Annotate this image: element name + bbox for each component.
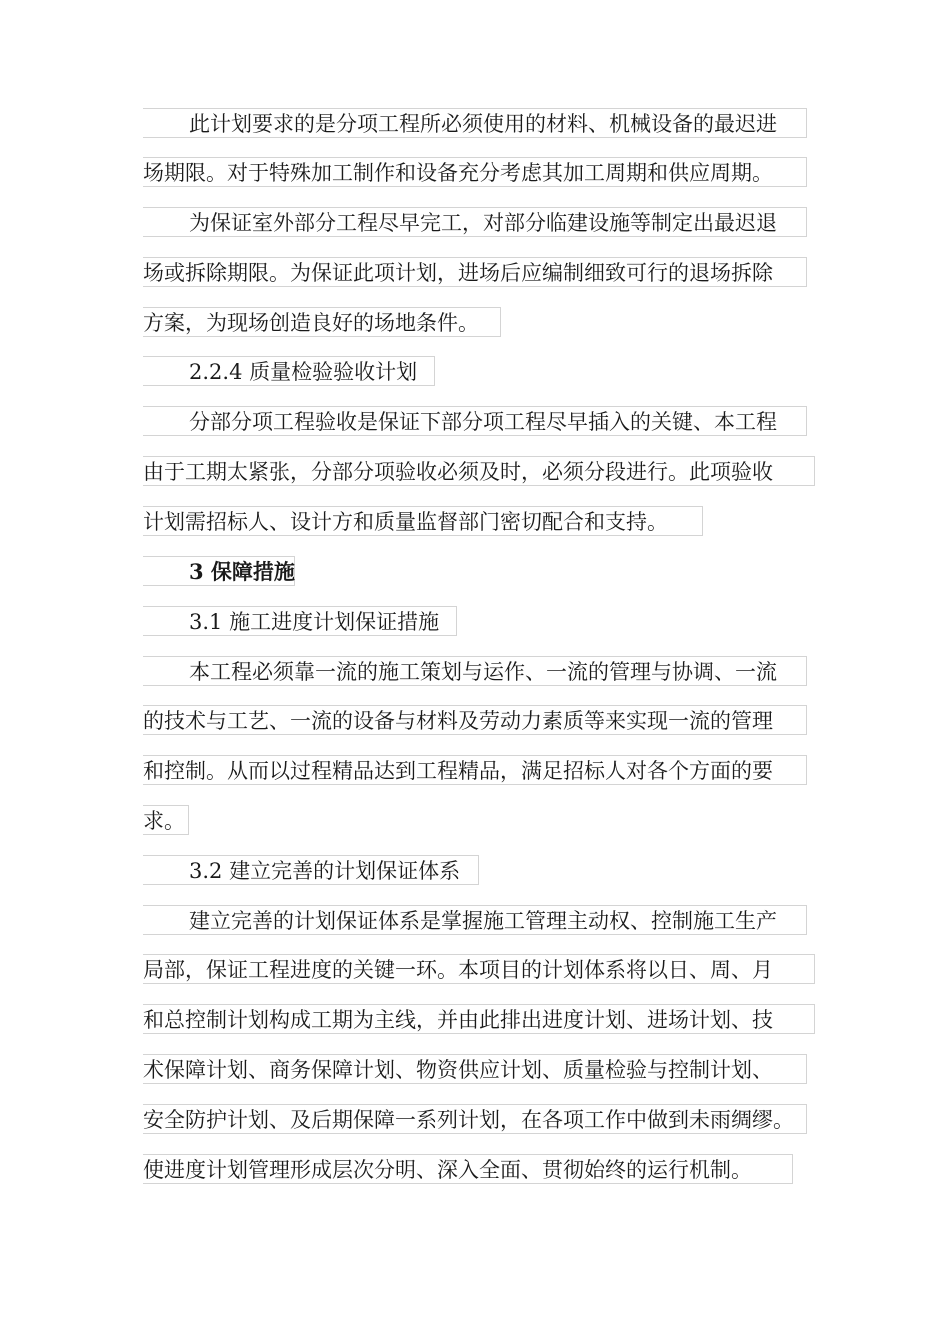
- para-4-line-3: 和控制。从而以过程精品达到工程精品，满足招标人对各个方面的要: [143, 755, 807, 785]
- heading-3-2: 3.2 建立完善的计划保证体系: [143, 855, 479, 885]
- heading-3: 3 保障措施: [143, 556, 295, 586]
- para-1-line-2: 场期限。对于特殊加工制作和设备充分考虑其加工周期和供应周期。: [143, 157, 807, 187]
- para-1-line-1: 此计划要求的是分项工程所必须使用的材料、机械设备的最迟进: [143, 108, 807, 138]
- heading-3-1: 3.1 施工进度计划保证措施: [143, 606, 457, 636]
- para-5-line-2: 局部，保证工程进度的关键一环。本项目的计划体系将以日、周、月: [143, 954, 815, 984]
- para-2-line-3: 方案，为现场创造良好的场地条件。: [143, 307, 501, 337]
- para-5-line-5: 安全防护计划、及后期保障一系列计划，在各项工作中做到未雨绸缪。: [143, 1104, 807, 1134]
- heading-2-2-4: 2.2.4 质量检验验收计划: [143, 356, 435, 386]
- para-3-line-3: 计划需招标人、设计方和质量监督部门密切配合和支持。: [143, 506, 703, 536]
- para-3-line-2: 由于工期太紧张，分部分项验收必须及时，必须分段进行。此项验收: [143, 456, 815, 486]
- para-3-line-1: 分部分项工程验收是保证下部分项工程尽早插入的关键、本工程: [143, 406, 807, 436]
- para-4-line-2: 的技术与工艺、一流的设备与材料及劳动力素质等来实现一流的管理: [143, 705, 807, 735]
- para-5-line-6: 使进度计划管理形成层次分明、深入全面、贯彻始终的运行机制。: [143, 1154, 793, 1184]
- para-5-line-3: 和总控制计划构成工期为主线，并由此排出进度计划、进场计划、技: [143, 1004, 815, 1034]
- para-5-line-4: 术保障计划、商务保障计划、物资供应计划、质量检验与控制计划、: [143, 1054, 807, 1084]
- para-4-line-4: 求。: [143, 805, 189, 835]
- para-4-line-1: 本工程必须靠一流的施工策划与运作、一流的管理与协调、一流: [143, 656, 807, 686]
- para-2-line-2: 场或拆除期限。为保证此项计划，进场后应编制细致可行的退场拆除: [143, 257, 807, 287]
- para-5-line-1: 建立完善的计划保证体系是掌握施工管理主动权、控制施工生产: [143, 905, 807, 935]
- para-2-line-1: 为保证室外部分工程尽早完工，对部分临建设施等制定出最迟退: [143, 207, 807, 237]
